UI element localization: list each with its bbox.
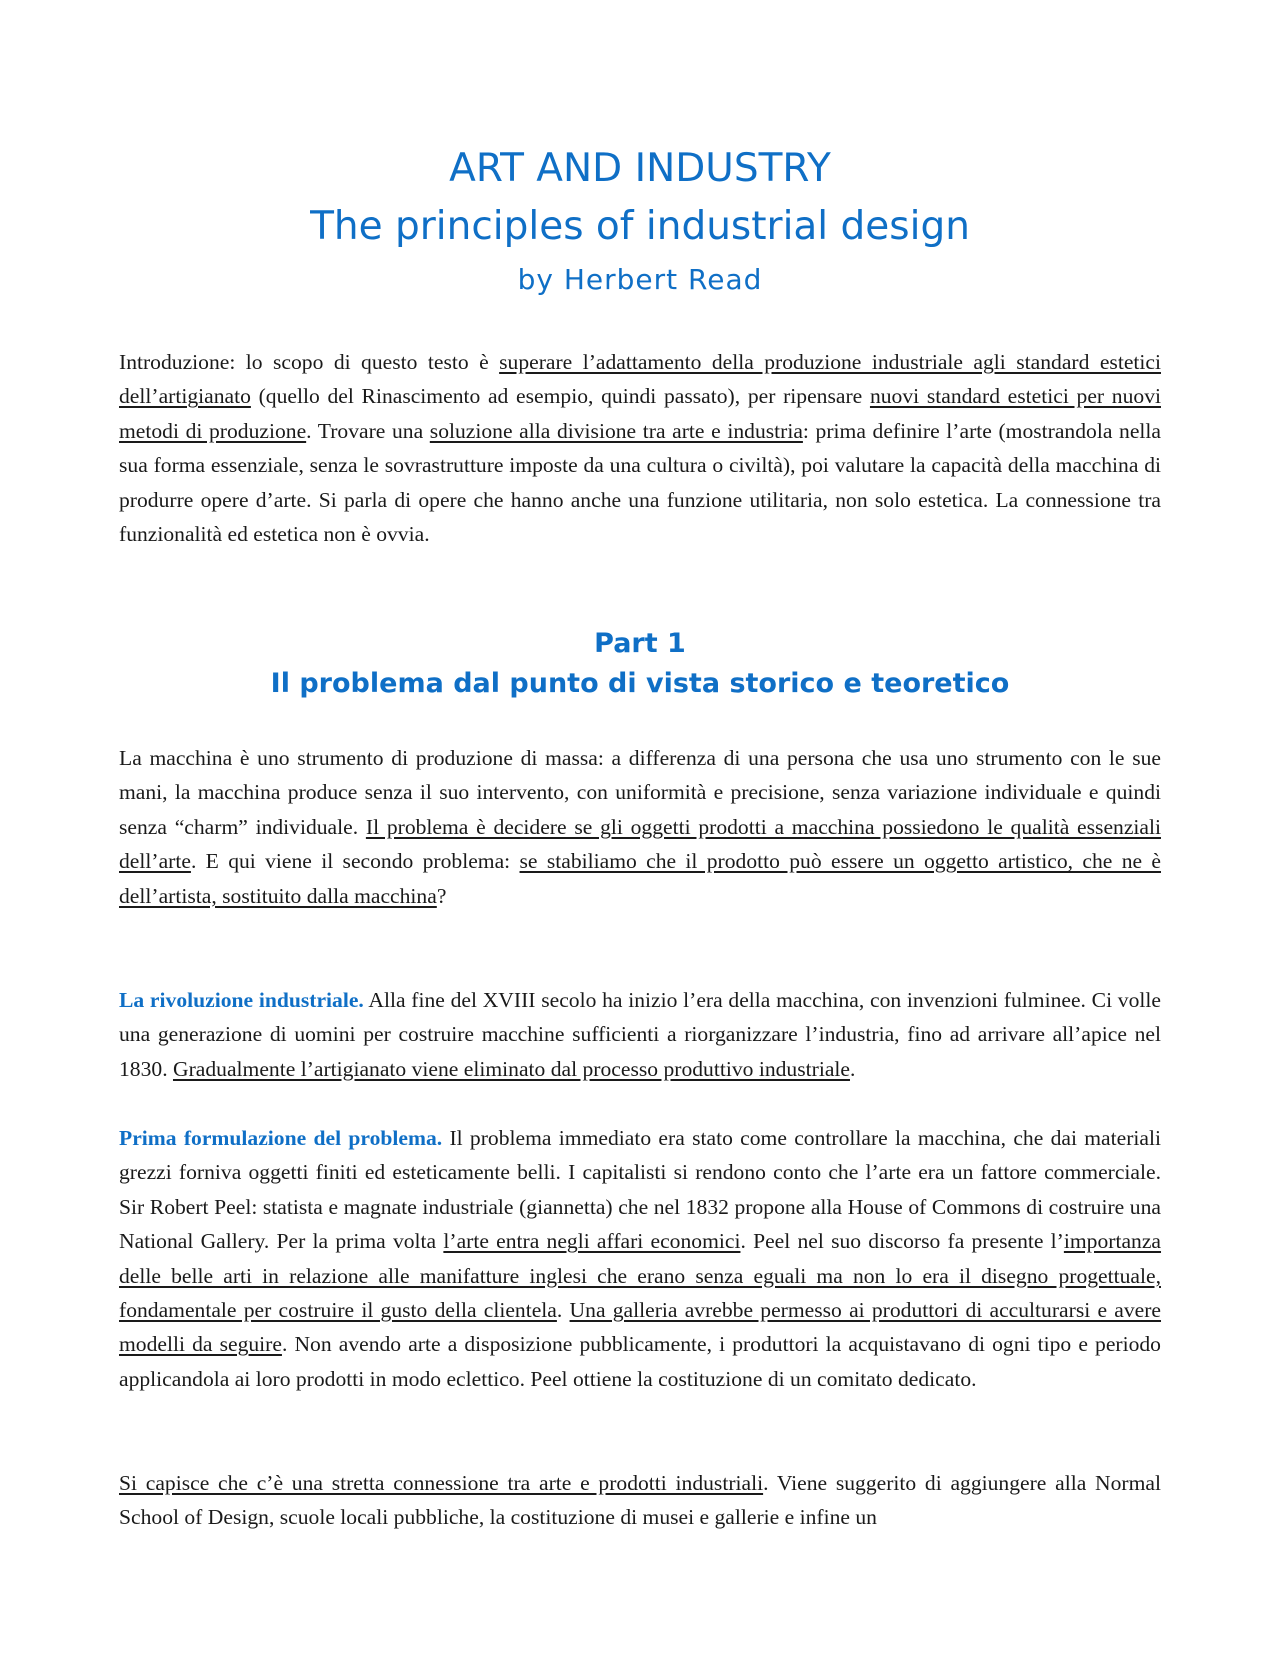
text-run: Il problema immediato era stato come controllare la macchina, che dai materiali grezzi forniva oggetti finiti ed esteticamente belli. I capitalisti si rendono conto che l’arte era un fattore commerciale. Sir Robert Peel: statista e magnate industriale (giannetta) che nel 1832 propone alla House of Commons di costruire una National Gallery. Per la prima volta bbox=[119, 1126, 1161, 1254]
paragraph-industrial-revolution bbox=[119, 983, 1161, 1086]
underlined-text: nuovi standard estetici per nuovi metodi di produzione bbox=[119, 384, 1161, 443]
paragraph-first-formulation bbox=[119, 1121, 1161, 1396]
text-run: . Non avendo arte a disposizione pubblicamente, i produttori la acquistavano di ogni tipo e periodo applicandola ai loro prodotti in modo eclettico. Peel ottiene la costituzione di un comitato dedicato. bbox=[119, 1332, 1161, 1391]
underlined-text: Si capisce che c’è una stretta connessione tra arte e prodotti industriali bbox=[119, 1471, 764, 1495]
text-run: . E qui viene il secondo problema: bbox=[190, 849, 520, 874]
underlined-text: se stabiliamo che il prodotto può essere un oggetto artistico, che ne è dell’artista, sostituito dalla macchina bbox=[119, 849, 1161, 908]
underlined-text: Gradualmente l’artigianato viene eliminato dal processo produttivo industriale bbox=[172, 1056, 850, 1081]
underlined-text: superare l’adattamento della produzione industriale agli standard estetici dell’artigianato bbox=[119, 350, 1161, 409]
underlined-text: soluzione alla divisione tra arte e industria bbox=[429, 418, 803, 443]
text-run: . bbox=[556, 1298, 570, 1323]
document-subtitle: The principles of industrial design bbox=[310, 204, 970, 249]
text-run: : prima definire l’arte (mostrandola nella sua forma essenziale, senza le sovrastrutture imposte da una cultura o civiltà), poi valutare la capacità della macchina di produrre opere d’arte. Si parla di opere che hanno anche una funzione utilitaria, non solo estetica. La connessione tra funzionalità ed estetica non è ovvia. bbox=[119, 418, 1161, 547]
part-number-heading: Part 1 bbox=[594, 628, 686, 659]
part-title-heading: Il problema dal punto di vista storico e teoretico bbox=[270, 668, 1010, 699]
paragraph-connection bbox=[119, 1466, 1161, 1535]
document-author: by Herbert Read bbox=[517, 263, 763, 296]
intro-paragraph bbox=[119, 345, 1161, 551]
paragraph-lead-heading: Prima formulazione del problema. bbox=[119, 1126, 443, 1150]
document-title: ART AND INDUSTRY bbox=[449, 146, 831, 191]
text-run: (quello del Rinascimento ad esempio, quindi passato), per ripensare bbox=[250, 384, 870, 409]
text-run: Alla fine del XVIII secolo ha inizio l’era della macchina, con invenzioni fulminee. Ci volle una generazione di uomini per costruire macchine sufficienti a riorganizzare l’industria, fino ad arrivare all’apice nel 1830. bbox=[119, 988, 1161, 1081]
text-run: Introduzione: lo scopo di questo testo è bbox=[119, 350, 500, 374]
underlined-text: importanza delle belle arti in relazione alle manifatture inglesi che erano senza eguali ma non lo era il disegno progettuale, fondamentale per costruire il gusto della clientela bbox=[119, 1229, 1162, 1323]
text-run: La macchina è uno strumento di produzione di massa: a differenza di una persona che usa uno strumento con le sue mani, la macchina produce senza il suo intervento, con uniformità e precisione, senza variazione individuale e quindi senza “charm” individuale. bbox=[119, 746, 1161, 839]
underlined-text: l’arte entra negli affari economici bbox=[443, 1229, 741, 1254]
text-run: . bbox=[849, 1056, 856, 1081]
text-run: . Trovare una bbox=[306, 418, 430, 443]
text-run: ? bbox=[436, 883, 447, 908]
paragraph-lead-heading: La rivoluzione industriale. bbox=[119, 988, 364, 1012]
paragraph-machine bbox=[119, 741, 1161, 913]
text-run: . Peel nel suo discorso fa presente l’ bbox=[740, 1229, 1064, 1254]
underlined-text: Una galleria avrebbe permesso ai produttori di acculturarsi e avere modelli da seguire bbox=[119, 1298, 1162, 1357]
text-run: . Viene suggerito di aggiungere alla Normal School of Design, scuole locali pubbliche, la costituzione di musei e gallerie e infine un bbox=[119, 1471, 1161, 1530]
underlined-text: Il problema è decidere se gli oggetti prodotti a macchina possiedono le qualità essenziali dell’arte bbox=[119, 814, 1161, 874]
